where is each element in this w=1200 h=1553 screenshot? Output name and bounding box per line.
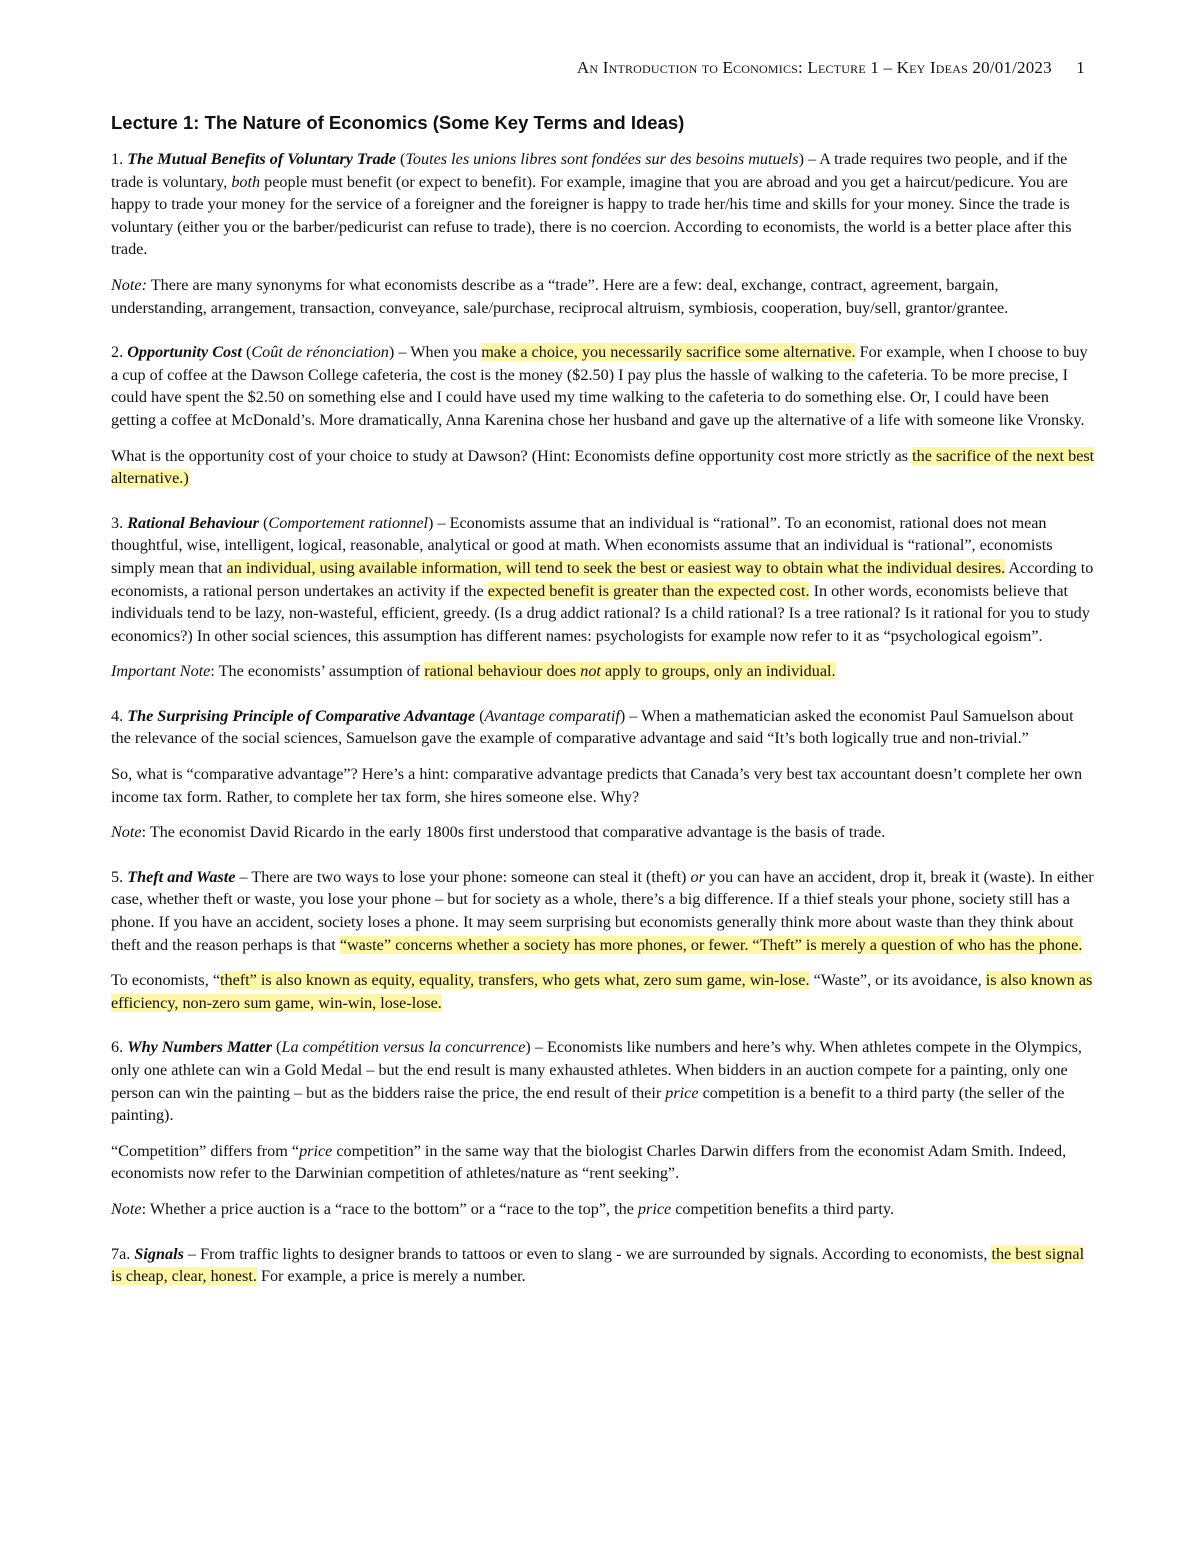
text-run: ) – A trade requires two people, and if the trade is voluntary, [111, 150, 1068, 191]
highlighted-text: an individual, using available information, will tend to seek the best or easiest way to obtain what the individual desires. [226, 558, 1006, 577]
section-6-comparison [111, 1140, 1096, 1185]
text-run: ( [272, 1038, 282, 1057]
text-run: To economists, “ [111, 971, 221, 990]
running-header [0, 58, 1085, 78]
section-6-paragraph [111, 1036, 1096, 1126]
section-5-definitions [111, 969, 1096, 1014]
document-title: Lecture 1: The Nature of Economics (Some Key Terms and Ideas) [111, 112, 685, 133]
section-4-paragraph [111, 705, 1096, 750]
text-run: you can have an accident, drop it, break it (waste). In either case, whether theft or waste, you lose your phone – but for society as a whole, there’s a big difference. If a thief steals your phone, society still has a phone. If you have an accident, society loses a phone. It may seem surprising but economists generally think more about waste than they think about theft and the reason perhaps is that [111, 867, 1094, 954]
section-term: The Surprising Principle of Comparative Advantage [127, 706, 476, 725]
text-run: What is the opportunity cost of your choice to study at Dawson? (Hint: Economists define opportunity cost more strictly as [111, 446, 913, 465]
emphasis: both [231, 172, 261, 191]
header-date: 20/01/2023 [972, 58, 1052, 77]
section-number: 7a. [111, 1244, 135, 1263]
text-run: “Waste”, or its avoidance, [809, 971, 986, 990]
header-title: An Introduction to Economics: Lecture 1 – Key Ideas [576, 58, 968, 77]
text-run: ) – Economists assume that an individual is “rational”. To an economist, rational does not mean thoughtful, wise, intelligent, logical, reasonable, analytical or good at math. When economists assume that an individual is “rational”, economists simply mean that [111, 513, 1053, 577]
section-term: Opportunity Cost [127, 343, 242, 362]
text-run: ( [241, 343, 252, 362]
highlighted-text: the best signal is cheap, clear, honest. [111, 1244, 1085, 1286]
highlighted-text: expected benefit is greater than the expected cost. [487, 581, 810, 600]
emphasis: or [690, 867, 705, 886]
section-number: 4. [111, 706, 128, 725]
text-run: competition” in the same way that the biologist Charles Darwin differs from the economist Adam Smith. Indeed, economists now refer to the Darwinian competition of athletes/nature as “rent seeking”. [111, 1141, 1067, 1183]
section-7a-paragraph [111, 1243, 1096, 1288]
text-run: : Whether a price auction is a “race to the bottom” or a “race to the top”, the [141, 1199, 638, 1218]
highlighted-text: make a choice, you necessarily sacrifice some alternative. [481, 343, 856, 362]
section-4-hint: So, what is “comparative advantage”? Here’s a hint: comparative advantage predicts that Canada’s very best tax accountant doesn’t complete her own income tax form. Rather, to complete her tax form, she hires someone else. Why? [111, 765, 1083, 806]
text-run: According to economists, a rational person undertakes an activity if the [111, 558, 1094, 600]
note-label: Note: [111, 275, 147, 294]
text-run: : The economists’ assumption of [210, 662, 425, 681]
section-number: 6. [111, 1038, 128, 1057]
text-run: rational behaviour does [424, 662, 581, 681]
section-6-note [111, 1198, 1096, 1221]
text-run: people must benefit (or expect to benefit). For example, imagine that you are abroad and you get a haircut/pedicure. You are happy to trade your money for the service of a foreigner and the foreigner is happy to trade her/his time and skills for your money. Since the trade is voluntary (either you or the barber/pedicurist can refuse to trade), there is no coercion. According to economists, the world is a better place after this trade. [111, 172, 1072, 259]
section-1-note [111, 274, 1096, 319]
emphasis: not [580, 662, 601, 681]
section-term: The Mutual Benefits of Voluntary Trade [127, 150, 396, 168]
highlighted-text: is also known as efficiency, non-zero sum game, win-win, lose-lose. [111, 971, 1093, 1012]
text-run: – From traffic lights to designer brands to tattoos or even to slang - we are surrounded by signals. According to economists, [183, 1244, 992, 1263]
section-term: Rational Behaviour [127, 513, 259, 532]
section-1-paragraph [111, 148, 1096, 261]
page-number: 1 [1076, 58, 1085, 77]
section-term: Theft and Waste [127, 867, 236, 886]
text-run: “Competition” differs from “ [111, 1141, 300, 1160]
section-2-paragraph [111, 341, 1096, 431]
emphasis: price [637, 1199, 672, 1218]
emphasis: price [665, 1083, 699, 1102]
section-5-paragraph [111, 866, 1096, 956]
section-number: 1. [111, 150, 128, 168]
text-run: For example, a price is merely a number. [256, 1267, 526, 1286]
text-run: competition benefits a third party. [671, 1199, 895, 1218]
text-run: There are many synonyms for what economists describe as a “trade”. Here are a few: deal, exchange, contract, agreement, bargain, understanding, arrangement, transaction, conveyance, sale/purchase, reciprocal altruism, symbiosis, cooperation, buy/sell, grantor/grantee. [111, 275, 1009, 317]
text-run: : The economist David Ricardo in the early 1800s first understood that comparative advantage is the basis of trade. [141, 823, 886, 842]
french-term: Comportement rationnel [268, 513, 429, 532]
section-3-note [111, 660, 1096, 683]
highlighted-text: “waste” concerns whether a society has more phones, or fewer. “Theft” is merely a question of who has the phone. [339, 935, 1083, 954]
text-run: ) – When you [388, 343, 482, 362]
emphasis: price [299, 1141, 333, 1160]
highlighted-text: theft” is also known as equity, equality, transfers, who gets what, zero sum game, win-lose. [220, 971, 810, 990]
section-number: 3. [111, 513, 128, 532]
section-3-paragraph [111, 512, 1096, 648]
french-term: Coût de rénonciation [251, 343, 389, 362]
highlighted-text [424, 662, 835, 680]
french-term: La compétition versus la concurrence [281, 1038, 526, 1057]
section-number: 2. [111, 343, 128, 362]
text-run: – There are two ways to lose your phone: someone can steal it (theft) [235, 867, 691, 886]
text-run: apply to groups, only an individual. [600, 662, 836, 681]
text-run: ( [475, 706, 485, 725]
french-term: Avantage comparatif [484, 706, 620, 725]
section-term: Signals [134, 1244, 184, 1263]
text-run: ) – Economists like numbers and here’s why. When athletes compete in the Olympics, only one athlete can win a Gold Medal – but the end result is many exhausted athletes. When bidders in an auction compete for a painting, only one person can win the painting – but as the bidders raise the price, the end result of their [111, 1038, 1082, 1102]
text-run: competition is a benefit to a third party (the seller of the painting). [111, 1083, 1065, 1125]
text-run: ) – When a mathematician asked the economist Paul Samuelson about the relevance of the social sciences, Samuelson gave the example of comparative advantage and said “It’s both logically true and non-trivial.” [111, 706, 1074, 748]
text-run: ( [395, 150, 406, 168]
section-number: 5. [111, 867, 128, 886]
section-2-question [111, 445, 1096, 490]
section-4-note [111, 821, 1096, 844]
highlighted-text: the sacrifice of the next best alternative.) [111, 446, 1095, 488]
note-label: Note [111, 823, 142, 842]
text-run: For example, when I choose to buy a cup of coffee at the Dawson College cafeteria, the cost is the money ($2.50) I pay plus the hassle of walking to the cafeteria. To be more precise, I could have spent the $2.50 on something else and I could have used my time walking to the cafeteria to do something else. Or, I could have been getting a coffee at McDonald’s. More dramatically, Anna Karenina chose her husband and gave up the alternative of a life with someone like Vronsky. [111, 343, 1088, 429]
note-label: Note [111, 1199, 142, 1218]
note-label: Important Note [111, 662, 211, 681]
text-run: ( [258, 513, 269, 532]
section-term: Why Numbers Matter [127, 1038, 272, 1057]
text-run: In other words, economists believe that individuals tend to be lazy, non-wasteful, efficient, greedy. (Is a drug addict rational? Is a child rational? Is a tree rational? Is it rational for you to study economics?) In other social sciences, this assumption has different names: psychologists for example now refer to it as “psychological egoism”. [111, 581, 1090, 645]
document-body [111, 112, 1096, 1301]
french-term: Toutes les unions libres sont fondées sur des besoins mutuels [405, 150, 799, 168]
